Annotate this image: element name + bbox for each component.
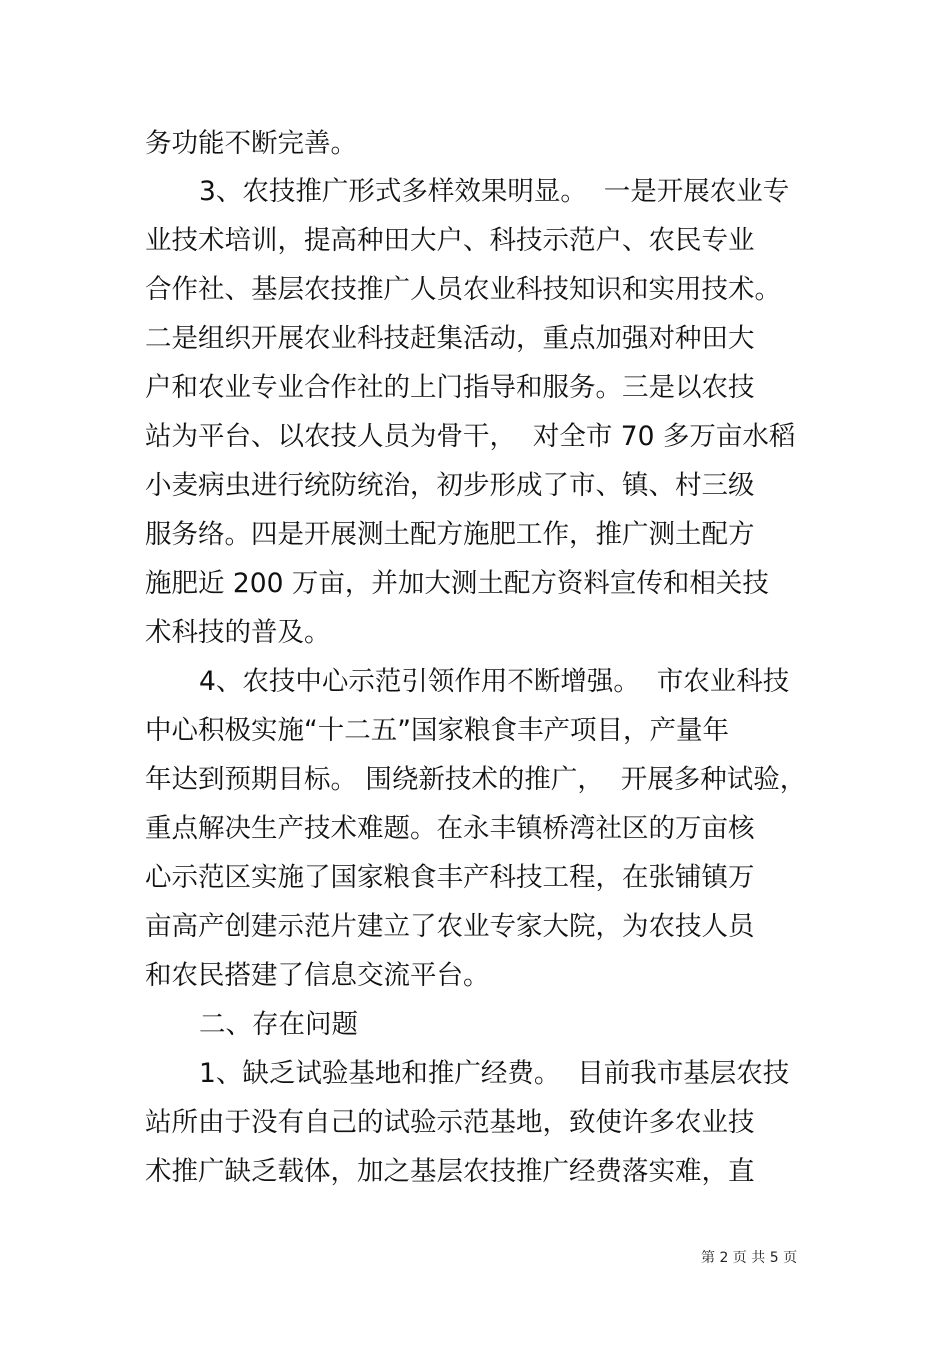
text-line: 和农民搭建了信息交流平台。 (145, 960, 490, 991)
text-line: 1、缺乏试验基地和推广经费。 目前我市基层农技 (199, 1058, 790, 1089)
text-line: 站为平台、以农技人员为骨干， 对全市 70 多万亩水稻 (145, 421, 796, 452)
text-line: 中心积极实施“十二五”国家粮食丰产项目，产量年 (145, 715, 729, 746)
text-line: 二是组织开展农业科技赶集活动，重点加强对种田大 (145, 323, 755, 354)
text-line: 小麦病虫进行统防统治，初步形成了市、镇、村三级 (145, 470, 755, 501)
text-line: 施肥近 200 万亩，并加大测土配方资料宣传和相关技 (145, 568, 769, 599)
text-line: 亩高产创建示范片建立了农业专家大院，为农技人员 (145, 911, 755, 942)
text-line: 术推广缺乏载体，加之基层农技推广经费落实难，直 (145, 1156, 755, 1187)
section-heading: 二、存在问题 (199, 1009, 358, 1040)
text-line: 服务络。四是开展测土配方施肥工作，推广测土配方 (145, 519, 755, 550)
text-line: 站所由于没有自己的试验示范基地，致使许多农业技 (145, 1107, 755, 1138)
text-line: 3、农技推广形式多样效果明显。 一是开展农业专 (199, 176, 790, 207)
text-line: 合作社、基层农技推广人员农业科技知识和实用技术。 (145, 274, 781, 305)
text-line: 心示范区实施了国家粮食丰产科技工程，在张铺镇万 (145, 862, 755, 893)
page-number-footer: 第 2 页 共 5 页 (701, 1250, 798, 1266)
text-line: 业技术培训，提高种田大户、科技示范户、农民专业 (145, 225, 755, 256)
text-line: 户和农业专业合作社的上门指导和服务。三是以农技 (145, 372, 755, 403)
text-line: 术科技的普及。 (145, 617, 331, 648)
text-line: 重点解决生产技术难题。在永丰镇桥湾社区的万亩核 (145, 813, 755, 844)
text-line: 4、农技中心示范引领作用不断增强。 市农业科技 (199, 666, 790, 697)
text-line: 务功能不断完善。 (145, 128, 357, 159)
text-line: 年达到预期目标。 围绕新技术的推广， 开展多种试验， (145, 764, 807, 795)
